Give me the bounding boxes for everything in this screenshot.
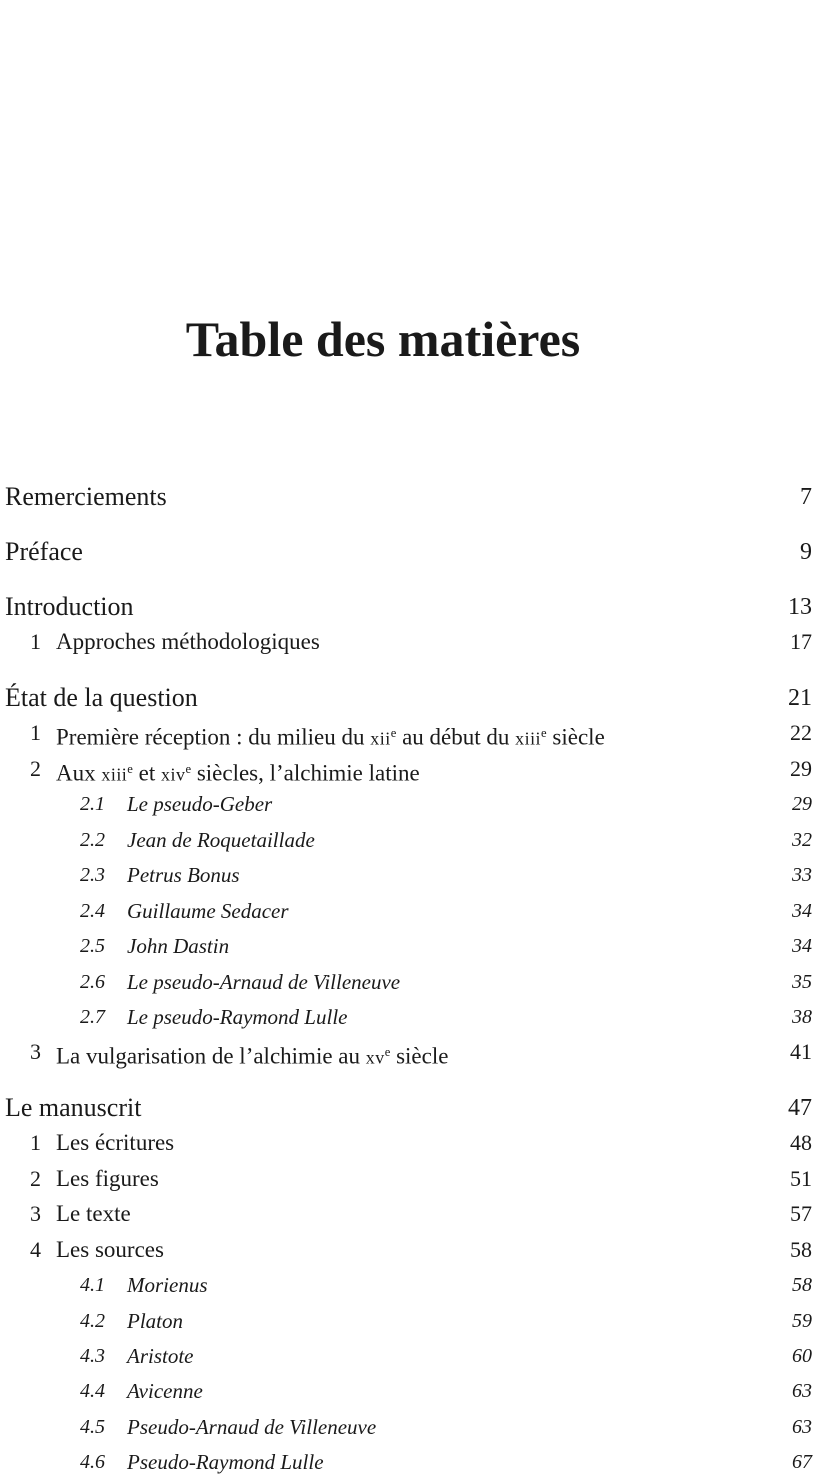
toc-entry-number: 2.4 <box>80 900 105 922</box>
toc-entry-label: Remerciements <box>5 482 167 511</box>
toc-section[interactable] <box>0 1035 830 1069</box>
toc-entry-label: Petrus Bonus <box>127 863 240 887</box>
toc-page-number: 51 <box>790 1166 812 1191</box>
toc-page-number: 17 <box>790 629 812 654</box>
toc-entry-number: 2.1 <box>80 793 105 815</box>
toc-page-number: 7 <box>800 484 812 510</box>
toc-page-number: 35 <box>792 971 812 993</box>
toc-page-number: 47 <box>788 1095 812 1121</box>
toc-entry-number: 3 <box>30 1201 41 1226</box>
toc-entry-label: Pseudo-Arnaud de Villeneuve <box>127 1415 377 1439</box>
toc-page-number: 59 <box>792 1310 812 1332</box>
toc-entry-number: 4.5 <box>80 1416 105 1438</box>
toc-page-number: 32 <box>792 829 812 851</box>
toc-section[interactable] <box>0 752 830 786</box>
page-title: Table des matières <box>185 311 581 367</box>
toc-entry-label: Le manuscrit <box>5 1093 142 1122</box>
toc-section[interactable] <box>0 625 830 659</box>
toc-subsection[interactable] <box>0 1304 830 1338</box>
toc-entry-number: 4.2 <box>80 1310 105 1332</box>
toc-entry-label: Platon <box>127 1309 183 1333</box>
toc-page-number: 33 <box>792 864 812 886</box>
toc-page-number: 67 <box>792 1451 812 1473</box>
toc-entry-label: Aristote <box>127 1344 194 1368</box>
toc-entry-label: Les écritures <box>56 1130 175 1155</box>
toc-subsection[interactable] <box>0 787 830 821</box>
toc-page-number: 48 <box>790 1130 812 1155</box>
toc-subsection[interactable] <box>0 894 830 928</box>
toc-subsection[interactable] <box>0 858 830 892</box>
toc-chapter[interactable] <box>0 480 830 514</box>
toc-subsection[interactable] <box>0 1374 830 1408</box>
toc-page-number: 58 <box>790 1237 812 1262</box>
toc-entry-label: Le pseudo-Raymond Lulle <box>127 1005 348 1029</box>
toc-entry-label: État de la question <box>5 683 198 712</box>
toc-page-number: 57 <box>790 1201 812 1226</box>
toc-page-number: 21 <box>788 685 812 711</box>
toc-subsection[interactable] <box>0 929 830 963</box>
toc-subsection[interactable] <box>0 1410 830 1444</box>
toc-page-number: 34 <box>792 935 812 957</box>
toc-entry-label: Les sources <box>56 1237 164 1262</box>
toc-entry-number: 2.5 <box>80 935 105 957</box>
toc-page-number: 58 <box>792 1274 812 1296</box>
toc-page-number: 29 <box>792 793 812 815</box>
toc-entry-label: Préface <box>5 537 83 566</box>
toc-subsection[interactable] <box>0 1000 830 1034</box>
toc-page-number: 38 <box>792 1006 812 1028</box>
toc-entry-label: Guillaume Sedacer <box>127 899 289 923</box>
toc-section[interactable] <box>0 1197 830 1231</box>
toc-chapter[interactable] <box>0 590 830 624</box>
toc-section[interactable] <box>0 1126 830 1160</box>
toc-entry-label: Première réception : du milieu du xii$^e$ au début du xiii$^e$ siècle <box>56 724 605 750</box>
toc-entry-number: 2.3 <box>80 864 105 886</box>
toc-page-number: 9 <box>800 539 812 565</box>
toc-entry-label: Le pseudo-Geber <box>127 792 273 816</box>
toc-entry-number: 2.6 <box>80 971 105 993</box>
toc-entry-label: Pseudo-Raymond Lulle <box>127 1450 324 1474</box>
toc-entry-number: 4.3 <box>80 1345 105 1367</box>
toc-page-number: 60 <box>792 1345 812 1367</box>
toc-page-number: 63 <box>792 1380 812 1402</box>
toc-entry-label: Avicenne <box>127 1379 203 1403</box>
toc-chapter[interactable] <box>0 535 830 569</box>
toc-entry-number: 4.6 <box>80 1451 105 1473</box>
toc-section[interactable] <box>0 716 830 750</box>
toc-entry-label: Morienus <box>127 1273 208 1297</box>
toc-entry-number: 4.1 <box>80 1274 105 1296</box>
toc-entry-label: Aux xiii$^e$ et xiv$^e$ siècles, l’alchimie latine <box>56 760 420 786</box>
toc-entry-label: John Dastin <box>127 934 230 958</box>
toc-page-number: 29 <box>790 756 812 781</box>
toc-entry-number: 4.4 <box>80 1380 105 1402</box>
toc-entry-label: Jean de Roquetaillade <box>127 828 315 852</box>
toc-entry-number: 4 <box>30 1237 41 1262</box>
toc-entry-number: 3 <box>30 1039 41 1064</box>
toc-subsection[interactable] <box>0 1339 830 1373</box>
toc-section[interactable] <box>0 1233 830 1267</box>
toc-entry-label: La vulgarisation de l’alchimie au $xv^e$ siècle <box>56 1043 449 1069</box>
toc-page-number: 22 <box>790 720 812 745</box>
toc-subsection[interactable] <box>0 1268 830 1302</box>
toc-page-number: 41 <box>790 1039 812 1064</box>
toc-section[interactable] <box>0 1162 830 1196</box>
toc-entry-label: Les figures <box>56 1166 159 1191</box>
toc-page-number: 63 <box>792 1416 812 1438</box>
toc-entry-number: 2.7 <box>80 1006 105 1028</box>
toc-entry-label: Introduction <box>5 592 134 621</box>
toc-entry-number: 2.2 <box>80 829 105 851</box>
toc-chapter[interactable] <box>0 1091 830 1125</box>
toc-entry-number: 2 <box>30 756 41 781</box>
toc-entry-number: 1 <box>30 1130 41 1155</box>
toc-subsection[interactable] <box>0 1445 830 1479</box>
toc-entry-number: 1 <box>30 720 41 745</box>
toc-entry-number: 1 <box>30 629 41 654</box>
toc-chapter[interactable] <box>0 681 830 715</box>
toc-entry-label: Approches méthodologiques <box>56 629 320 654</box>
toc-entry-number: 2 <box>30 1166 41 1191</box>
toc-subsection[interactable] <box>0 965 830 999</box>
toc-entry-label: Le texte <box>56 1201 131 1226</box>
toc-entry-label: Le pseudo-Arnaud de Villeneuve <box>127 970 401 994</box>
toc-page-number: 34 <box>792 900 812 922</box>
toc-page-number: 13 <box>788 594 812 620</box>
toc-subsection[interactable] <box>0 823 830 857</box>
